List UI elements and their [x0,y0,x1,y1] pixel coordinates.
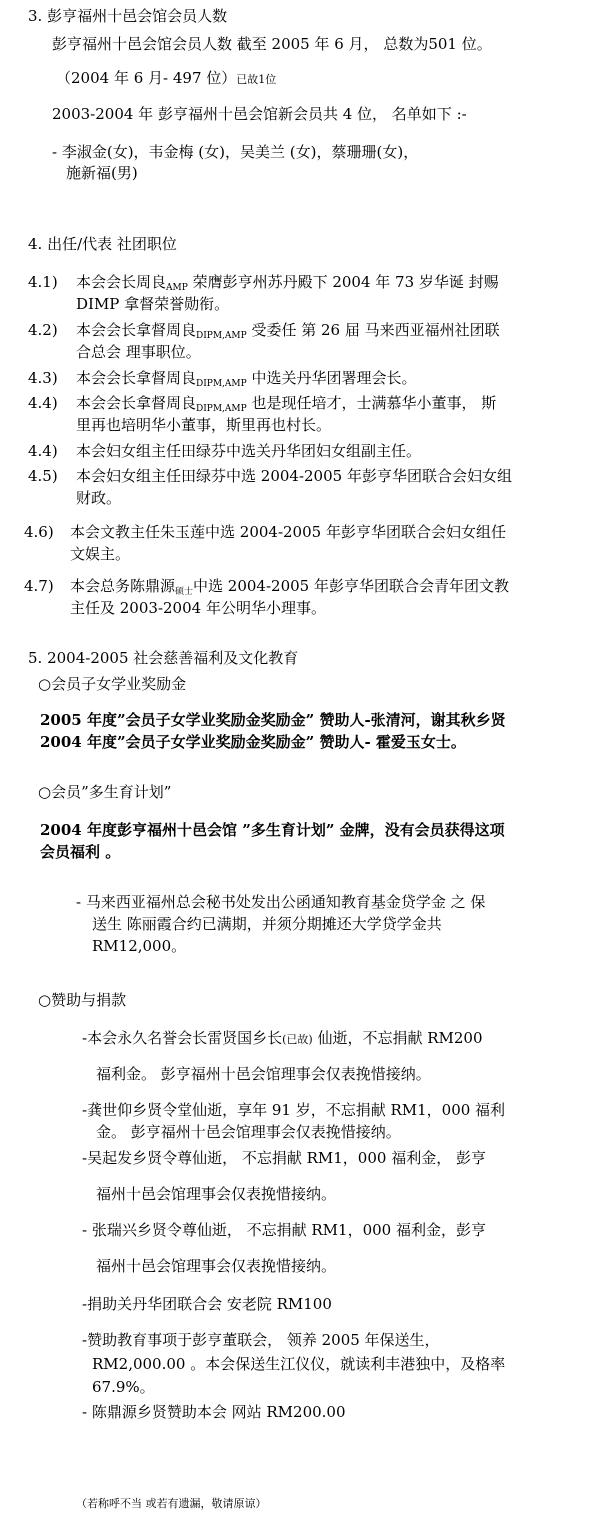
fertility-heading: ○会员”多生育计划” [38,783,172,801]
item-4-6-line-1: 本会文教主任朱玉莲中选 2004-2005 年彭亨华团联合会妇女组任 [70,523,506,541]
donation-3-line-2: 福州十邑会馆理事会仅表挽惜接纳。 [96,1185,337,1203]
item-4-2-line-2: 合总会 理事职位。 [76,343,201,361]
award-line-2: 2004 年度”会员子女学业奖励金奖励金” 赞助人- 霍爱玉女士。 [40,733,466,751]
item-4-1-line-2: DIMP 拿督荣誉勋衔。 [76,295,230,313]
member-total-text: 彭亨福州十邑会馆会员人数 截至 2005 年 6 月， 总数为501 位。 [52,35,492,53]
item-4-7-text-a: 本会总务陈鼎源 [70,577,176,595]
item-4-7-text-b: 中选 2004-2005 年彭亨华团联合会青年团文教 [193,577,509,595]
item-4-2-title-suffix: DIPM,AMP [196,331,247,341]
donation-2-line-1: -龚世仰乡贤令堂仙逝，享年 91 岁，不忘捐献 RM1，000 福利 [82,1101,506,1119]
section-5-heading: 5. 2004-2005 社会慈善福利及文化教育 [28,649,299,667]
new-members-names-2: 施新福(男) [66,164,138,182]
donation-1-line-1 [82,1028,483,1050]
item-4-4-text-a: 本会会长拿督周良 [76,394,197,412]
item-4-4b-line-1: 本会妇女组主任田绿芬中选关丹华团妇女组副主任。 [76,442,422,460]
item-4-6-line-2: 文娱主。 [70,545,131,563]
item-4-7-line-2: 主任及 2003-2004 年公明华小理事。 [70,599,326,617]
donation-6-line-2: RM2,000.00 。本会保送生江仪仪，就读利丰港独中，及格率 [92,1355,506,1373]
item-4-2-number: 4.2) [28,321,58,339]
award-line-1: 2005 年度”会员子女学业奖励金奖励金” 赞助人-张清河，谢其秋乡贤 [40,711,506,729]
item-4-3-text-b: 中选关丹华团署理会长。 [246,369,417,387]
new-members-text: 2003-2004 年 彭亨福州十邑会馆新会员共 4 位， 名单如下 :- [52,105,467,123]
donation-3-line-1: -吴起发乡贤令尊仙逝， 不忘捐献 RM1，000 福利金， 彭亨 [82,1149,486,1167]
donation-1-text-a: -本会永久名誉会长雷贤国乡长 [82,1029,283,1047]
previous-count-line [56,68,276,90]
item-4-7-title-suffix: 硕士 [175,587,194,597]
previous-count-text: （2004 年 6 月- 497 位） [56,69,237,87]
donation-4-line-1: - 张瑞兴乡贤令尊仙逝， 不忘捐献 RM1，000 福利金，彭亨 [82,1221,486,1239]
new-members-names-1: - 李淑金(女)，韦金梅 (女)，吴美兰 (女)，蔡珊珊(女)， [52,143,419,161]
donation-4-line-2: 福州十邑会馆理事会仅表挽惜接纳。 [96,1257,337,1275]
loan-line-3: RM12,000。 [92,937,187,955]
deceased-note: 已故1位 [236,73,277,86]
item-4-4-line-2: 里再也培明华小董事，斯里再也村长。 [76,416,332,434]
award-heading: ○会员子女学业奖励金 [38,675,187,693]
item-4-5-number: 4.5) [28,467,58,485]
donation-6-line-3: 67.9%。 [92,1378,155,1396]
donation-1-deceased-note: (已故) [282,1033,313,1046]
donation-heading: ○赞助与捐款 [38,991,127,1009]
item-4-6-number: 4.6) [24,523,54,541]
item-4-1-text-a: 本会会长周良 [76,273,167,291]
fertility-line-1: 2004 年度彭亨福州十邑会馆 ”多生育计划” 金牌，没有会员获得这项 [40,821,505,839]
item-4-4-text-b: 也是现任培才，士满慕华小董事， 斯 [246,394,497,412]
donation-1-text-b: 仙逝，不忘捐献 RM200 [312,1029,483,1047]
footer-note: （若称呼不当 或若有遗漏，敬请原谅） [76,1497,267,1510]
donation-7-line-1: - 陈鼎源乡贤赞助本会 网站 RM200.00 [82,1403,346,1421]
donation-2-line-2: 金。 彭亨福州十邑会馆理事会仅表挽惜接纳。 [96,1123,401,1141]
item-4-1-title-suffix: AMP [166,283,188,293]
fertility-line-2: 会员福利 。 [40,843,121,861]
section-3-heading: 3. 彭亨福州十邑会馆会员人数 [28,7,228,25]
item-4-5-line-2: 财政。 [76,489,122,507]
item-4-1-text-b: 荣膺彭亨州苏丹殿下 2004 年 73 岁华诞 封赐 [187,273,499,291]
loan-line-1: - 马来西亚福州总会秘书处发出公函通知教育基金贷学金 之 保 [76,893,486,911]
item-4-2-text-b: 受委任 第 26 届 马来西亚福州社团联 [246,321,500,339]
item-4-3-line-1 [76,368,416,394]
item-4-3-title-suffix: DIPM,AMP [196,379,247,389]
section-4-heading: 4. 出任/代表 社团职位 [28,235,177,253]
item-4-3-text-a: 本会会长拿督周良 [76,369,197,387]
item-4-2-text-a: 本会会长拿督周良 [76,321,197,339]
loan-line-2: 送生 陈丽霞合约已满期，并须分期摊还大学贷学金共 [92,915,442,933]
item-4-7-number: 4.7) [24,577,54,595]
donation-1-line-2: 福利金。 彭亨福州十邑会馆理事会仅表挽惜接纳。 [96,1065,431,1083]
item-4-4-number: 4.4) [28,394,58,412]
item-4-4b-number: 4.4) [28,442,58,460]
item-4-4-title-suffix: DIPM,AMP [196,404,247,414]
donation-5-line-1: -捐助关丹华团联合会 安老院 RM100 [82,1295,332,1313]
item-4-1-number: 4.1) [28,273,58,291]
item-4-5-line-1: 本会妇女组主任田绿芬中选 2004-2005 年彭亨华团联合会妇女组 [76,467,512,485]
item-4-3-number: 4.3) [28,369,58,387]
donation-6-line-1: -赞助教育事项于彭亨董联会， 领养 2005 年保送生， [82,1331,440,1349]
